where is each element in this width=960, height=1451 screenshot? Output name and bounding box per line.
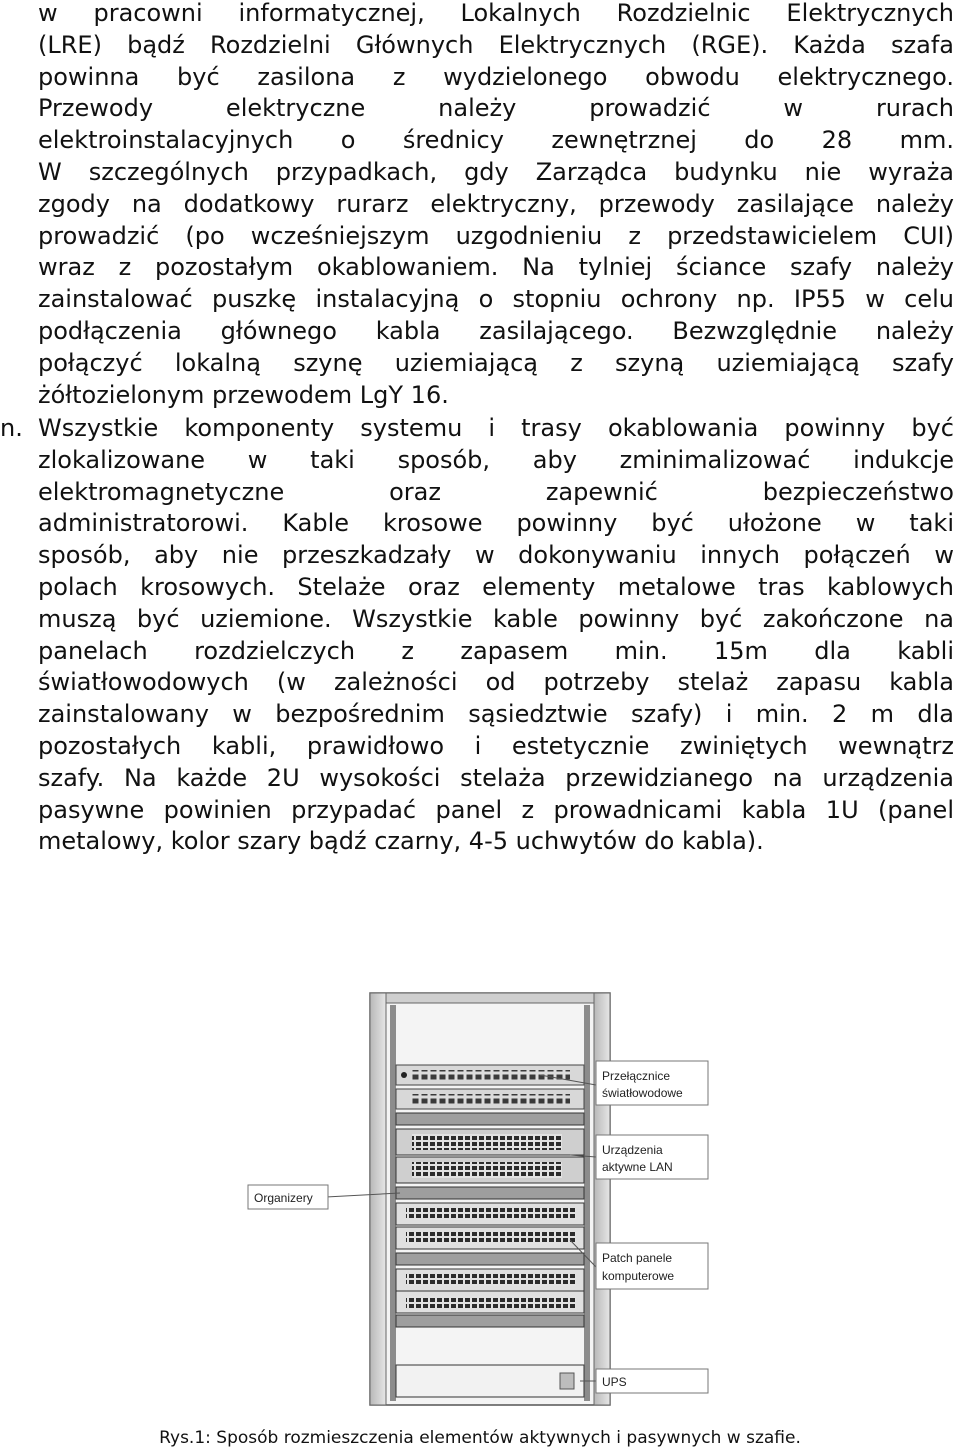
- text-line: administratorowi. Kable krosowe powinny być ułożone w taki: [38, 509, 954, 538]
- text-line: elektromagnetyczne oraz zapewnić bezpieczeństwo: [38, 477, 954, 506]
- text-line: W szczególnych przypadkach, gdy Zarządca budynku nie wyraża: [38, 157, 954, 186]
- text-line: światłowodowych (w zależności od potrzeby stelaż zapasu kabla: [38, 668, 954, 697]
- text-line: pozostałych kabli, prawidłowo i estetycznie zwiniętych wewnątrz: [38, 731, 954, 760]
- text-line: zainstalować puszkę instalacyjną o stopniu ochrony np. IP55 w celu: [38, 285, 954, 314]
- text-line: muszą być uziemione. Wszystkie kable powinny być zakończone na: [38, 604, 954, 633]
- text-line: polach krosowych. Stelaże oraz elementy metalowe tras kablowych: [38, 572, 954, 601]
- rack-figure: [240, 985, 720, 1415]
- text-line: pasywne powinien przypadać panel z prowadnicami kabla 1U (panel: [38, 795, 954, 824]
- label-text: aktywne LAN: [602, 1160, 673, 1174]
- text-line: sposób, aby nie przeszkadzały w dokonywaniu innych połączeń w: [38, 541, 954, 570]
- text-line: (LRE) bądź Rozdzielni Głównych Elektrycznych (RGE). Każda szafa: [38, 30, 954, 59]
- text-line: Wszystkie komponenty systemu i trasy okablowania powinny być: [38, 414, 954, 442]
- text-line: zainstalowany w bezpośrednim sąsiedztwie szafy) i min. 2 m dla: [38, 700, 954, 729]
- label-ups: [580, 1369, 708, 1393]
- label-text: Patch panele: [602, 1251, 673, 1265]
- text-line: żółtozielonym przewodem LgY 16.: [38, 380, 449, 409]
- list-marker: n.: [0, 414, 23, 442]
- label-text: Przełącznice: [602, 1069, 671, 1083]
- paragraph-2: [38, 413, 954, 858]
- ups-unit: [396, 1365, 584, 1397]
- text-line: podłączenia głównego kabla zasilającego. Bezwzględnie należy: [38, 316, 954, 345]
- text-line: w pracowni informatycznej, Lokalnych Rozdzielnic Elektrycznych: [38, 0, 954, 27]
- label-text: Organizery: [254, 1191, 313, 1205]
- label-text: światłowodowe: [602, 1086, 683, 1100]
- figure-caption: Rys.1: Sposób rozmieszczenia elementów aktywnych i pasywnych w szafie.: [159, 1428, 801, 1448]
- text-line: połączyć lokalną szynę uziemiającą z szyną uziemiającą szafy: [38, 348, 954, 377]
- text-line: wraz z pozostałym okablowaniem. Na tylniej ściance szafy należy: [38, 253, 954, 282]
- label-text: Urządzenia: [602, 1143, 663, 1157]
- text-line: zlokalizowane w taki sposób, aby zminimalizować indukcje: [38, 445, 954, 474]
- label-text: UPS: [602, 1375, 627, 1389]
- label-text: komputerowe: [602, 1269, 675, 1283]
- text-line: powinna być zasilona z wydzielonego obwodu elektrycznego.: [38, 62, 954, 91]
- text-line: szafy. Na każde 2U wysokości stelaża przewidzianego na urządzenia: [38, 763, 954, 792]
- rack-illustration: [240, 985, 720, 1415]
- text-line: prowadzić (po wcześniejszym uzgodnieniu z przedstawicielem CUI): [38, 221, 954, 250]
- text-line: zgody na dodatkowy rurarz elektryczny, przewody zasilające należy: [38, 189, 954, 218]
- text-line: elektroinstalacyjnych o średnicy zewnętrznej do 28 mm.: [38, 126, 954, 155]
- text-line: panelach rozdzielczych z zapasem min. 15m dla kabli: [38, 636, 954, 665]
- text-line: Przewody elektryczne należy prowadzić w rurach: [38, 94, 954, 123]
- text-line: metalowy, kolor szary bądź czarny, 4-5 uchwytów do kabla).: [38, 827, 764, 856]
- paragraph-1: [38, 0, 954, 411]
